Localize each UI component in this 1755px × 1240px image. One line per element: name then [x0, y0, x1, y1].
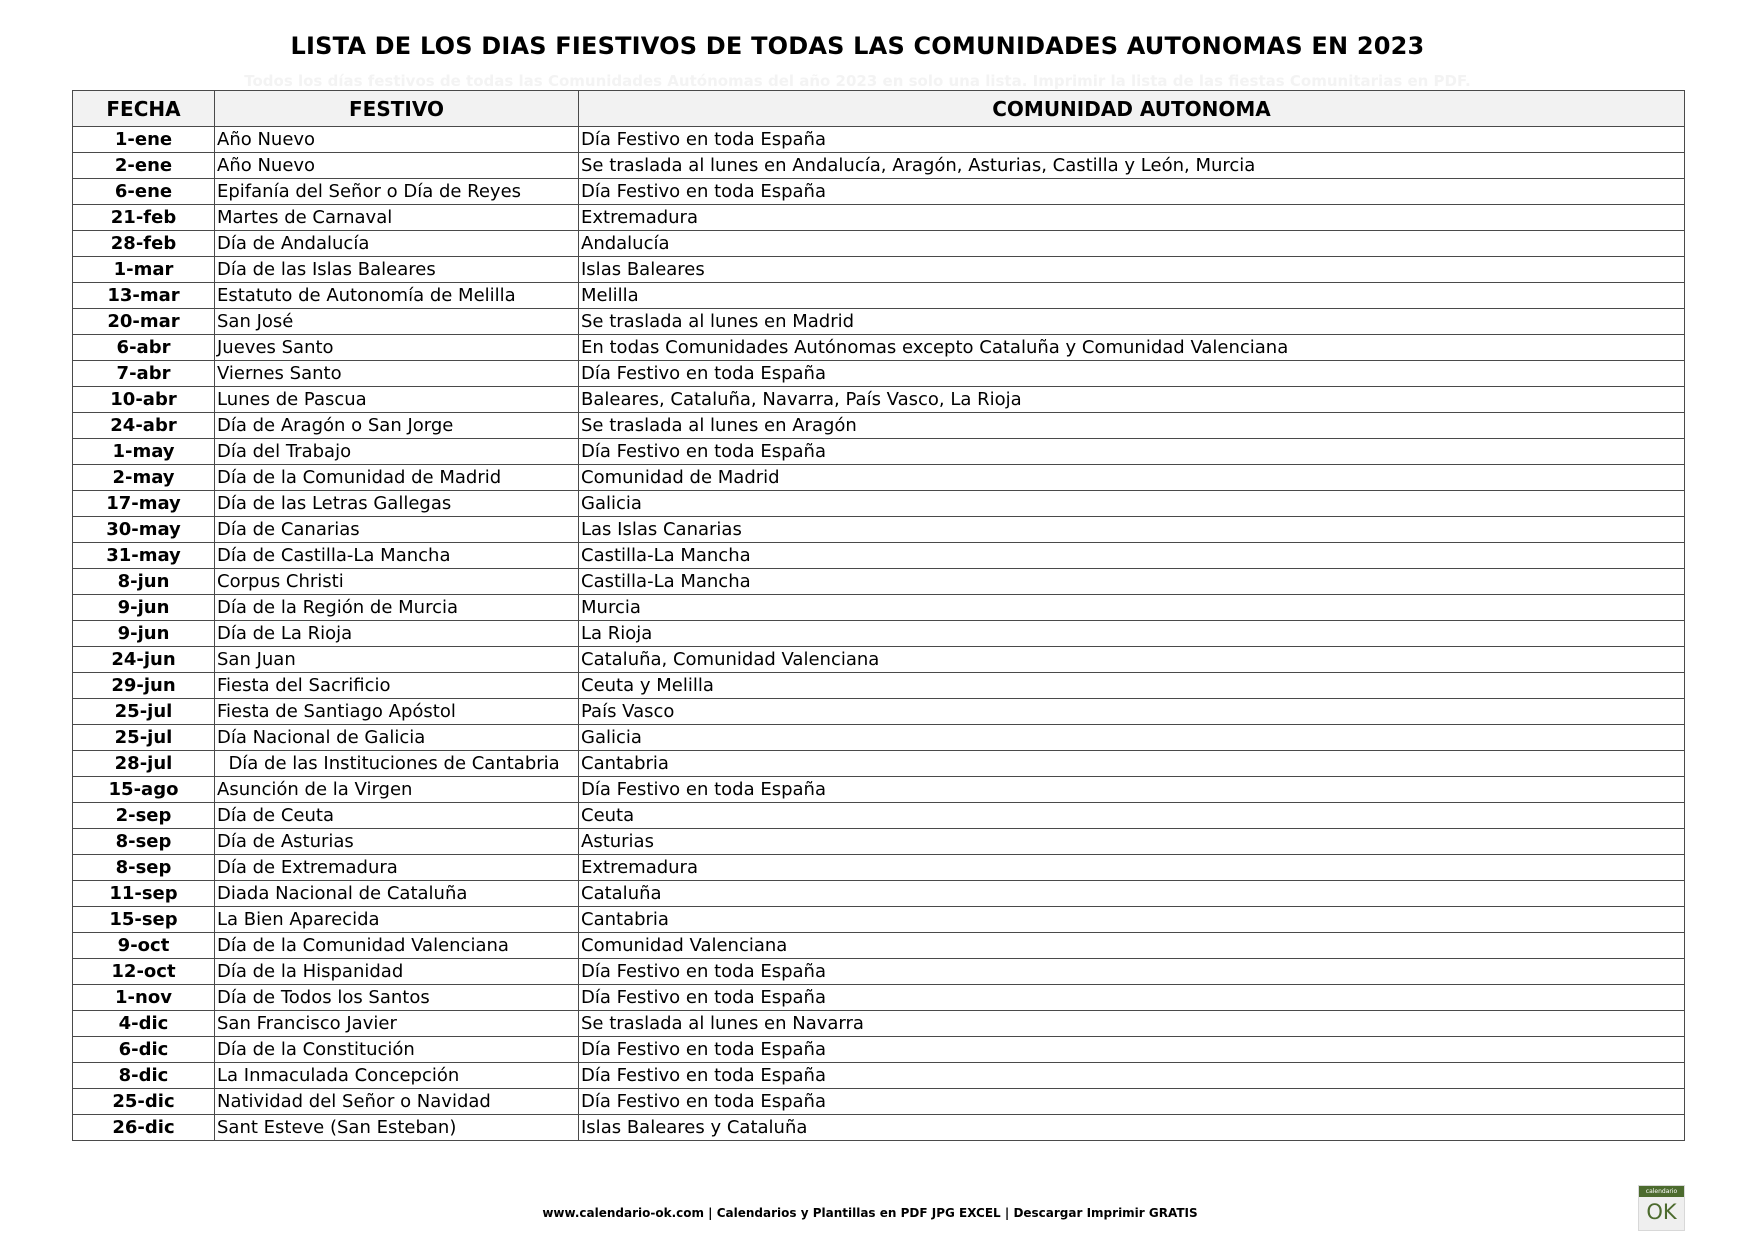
date-cell: 1-may — [73, 439, 215, 465]
holiday-name-cell: Epifanía del Señor o Día de Reyes — [215, 179, 579, 205]
date-cell: 8-sep — [73, 855, 215, 881]
holiday-name-cell: Día de la Comunidad Valenciana — [215, 933, 579, 959]
date-cell: 10-abr — [73, 387, 215, 413]
date-cell: 1-nov — [73, 985, 215, 1011]
community-cell: Extremadura — [579, 855, 1685, 881]
holiday-name-cell: Día de las Letras Gallegas — [215, 491, 579, 517]
community-cell: Comunidad Valenciana — [579, 933, 1685, 959]
table-row — [73, 205, 1685, 231]
community-cell: Ceuta y Melilla — [579, 673, 1685, 699]
date-cell: 7-abr — [73, 361, 215, 387]
table-row — [73, 179, 1685, 205]
holiday-name-cell: Martes de Carnaval — [215, 205, 579, 231]
community-cell: Extremadura — [579, 205, 1685, 231]
table-row — [73, 725, 1685, 751]
community-cell: Día Festivo en toda España — [579, 985, 1685, 1011]
table-row — [73, 1063, 1685, 1089]
table-row — [73, 777, 1685, 803]
table-row — [73, 1089, 1685, 1115]
date-cell: 9-jun — [73, 595, 215, 621]
community-cell: Baleares, Cataluña, Navarra, País Vasco, La Rioja — [579, 387, 1685, 413]
community-cell: Las Islas Canarias — [579, 517, 1685, 543]
date-cell: 20-mar — [73, 309, 215, 335]
date-cell: 31-may — [73, 543, 215, 569]
header-row — [73, 91, 1685, 127]
date-cell: 2-may — [73, 465, 215, 491]
date-cell: 8-jun — [73, 569, 215, 595]
holiday-name-cell: Día de Todos los Santos — [215, 985, 579, 1011]
holiday-name-cell: Día de Canarias — [215, 517, 579, 543]
date-cell: 11-sep — [73, 881, 215, 907]
community-cell: Día Festivo en toda España — [579, 1063, 1685, 1089]
date-cell: 9-oct — [73, 933, 215, 959]
table-row — [73, 335, 1685, 361]
table-row — [73, 985, 1685, 1011]
community-cell: Se traslada al lunes en Navarra — [579, 1011, 1685, 1037]
community-cell: Castilla-La Mancha — [579, 569, 1685, 595]
page-title: LISTA DE LOS DIAS FIESTIVOS DE TODAS LAS COMUNIDADES AUTONOMAS EN 2023 — [290, 32, 1425, 60]
date-cell: 12-oct — [73, 959, 215, 985]
holiday-name-cell: Día de Andalucía — [215, 231, 579, 257]
date-cell: 15-sep — [73, 907, 215, 933]
date-cell: 9-jun — [73, 621, 215, 647]
holiday-name-cell: Asunción de la Virgen — [215, 777, 579, 803]
holiday-name-cell: Natividad del Señor o Navidad — [215, 1089, 579, 1115]
community-cell: Día Festivo en toda España — [579, 439, 1685, 465]
holiday-name-cell: Sant Esteve (San Esteban) — [215, 1115, 579, 1141]
date-cell: 1-mar — [73, 257, 215, 283]
table-row — [73, 413, 1685, 439]
column-header-festivo: FESTIVO — [215, 91, 579, 127]
community-cell: Día Festivo en toda España — [579, 361, 1685, 387]
date-cell: 21-feb — [73, 205, 215, 231]
holiday-name-cell: Día de Extremadura — [215, 855, 579, 881]
community-cell: País Vasco — [579, 699, 1685, 725]
community-cell: Día Festivo en toda España — [579, 959, 1685, 985]
date-cell: 26-dic — [73, 1115, 215, 1141]
calendario-ok-logo — [1638, 1185, 1685, 1231]
table-row — [73, 803, 1685, 829]
holiday-name-cell: Día de Castilla-La Mancha — [215, 543, 579, 569]
date-cell: 25-jul — [73, 699, 215, 725]
table-row — [73, 1037, 1685, 1063]
column-header-fecha: FECHA — [73, 91, 215, 127]
holiday-name-cell: La Inmaculada Concepción — [215, 1063, 579, 1089]
community-cell: Islas Baleares — [579, 257, 1685, 283]
date-cell: 2-ene — [73, 153, 215, 179]
date-cell: 24-abr — [73, 413, 215, 439]
holiday-name-cell: Año Nuevo — [215, 127, 579, 153]
table-row — [73, 959, 1685, 985]
table-row — [73, 517, 1685, 543]
date-cell: 30-may — [73, 517, 215, 543]
holiday-name-cell: Año Nuevo — [215, 153, 579, 179]
table-row — [73, 933, 1685, 959]
date-cell: 1-ene — [73, 127, 215, 153]
community-cell: En todas Comunidades Autónomas excepto Cataluña y Comunidad Valenciana — [579, 335, 1685, 361]
holiday-name-cell: Día de Asturias — [215, 829, 579, 855]
table-row — [73, 569, 1685, 595]
page-subtitle: Todos los días festivos de todas las Comunidades Autónomas del año 2023 en solo una lista. Imprimir la lista de las fiestas Comunitarias en PDF. — [244, 72, 1471, 90]
holiday-name-cell: Día de la Comunidad de Madrid — [215, 465, 579, 491]
date-cell: 15-ago — [73, 777, 215, 803]
holiday-name-cell: Día de Aragón o San Jorge — [215, 413, 579, 439]
table-body — [73, 127, 1685, 1141]
table-row — [73, 491, 1685, 517]
table-row — [73, 751, 1685, 777]
holiday-name-cell: Día de las Islas Baleares — [215, 257, 579, 283]
table-row — [73, 647, 1685, 673]
logo-main-text: OK — [1646, 1200, 1677, 1224]
table-row — [73, 465, 1685, 491]
date-cell: 2-sep — [73, 803, 215, 829]
table-row — [73, 387, 1685, 413]
community-cell: Cantabria — [579, 751, 1685, 777]
date-cell: 8-dic — [73, 1063, 215, 1089]
holiday-table-container — [72, 90, 1684, 1141]
holiday-name-cell: Lunes de Pascua — [215, 387, 579, 413]
date-cell: 25-dic — [73, 1089, 215, 1115]
community-cell: Asturias — [579, 829, 1685, 855]
date-cell: 25-jul — [73, 725, 215, 751]
community-cell: Día Festivo en toda España — [579, 179, 1685, 205]
holiday-name-cell: Corpus Christi — [215, 569, 579, 595]
community-cell: Galicia — [579, 491, 1685, 517]
holiday-name-cell: Fiesta de Santiago Apóstol — [215, 699, 579, 725]
community-cell: Andalucía — [579, 231, 1685, 257]
holiday-name-cell: Día de la Hispanidad — [215, 959, 579, 985]
holiday-name-cell: La Bien Aparecida — [215, 907, 579, 933]
date-cell: 8-sep — [73, 829, 215, 855]
date-cell: 28-feb — [73, 231, 215, 257]
holiday-name-cell: Estatuto de Autonomía de Melilla — [215, 283, 579, 309]
table-row — [73, 543, 1685, 569]
holiday-name-cell: San Francisco Javier — [215, 1011, 579, 1037]
holiday-name-cell: Día de la Región de Murcia — [215, 595, 579, 621]
table-row — [73, 1011, 1685, 1037]
date-cell: 4-dic — [73, 1011, 215, 1037]
community-cell: Cataluña, Comunidad Valenciana — [579, 647, 1685, 673]
table-row — [73, 595, 1685, 621]
holiday-table — [72, 90, 1685, 1141]
date-cell: 6-abr — [73, 335, 215, 361]
table-row — [73, 673, 1685, 699]
date-cell: 6-dic — [73, 1037, 215, 1063]
holiday-name-cell: San Juan — [215, 647, 579, 673]
community-cell: Cantabria — [579, 907, 1685, 933]
community-cell: Día Festivo en toda España — [579, 127, 1685, 153]
community-cell: Castilla-La Mancha — [579, 543, 1685, 569]
date-cell: 28-jul — [73, 751, 215, 777]
date-cell: 24-jun — [73, 647, 215, 673]
table-row — [73, 361, 1685, 387]
holiday-name-cell: Día del Trabajo — [215, 439, 579, 465]
community-cell: Día Festivo en toda España — [579, 1037, 1685, 1063]
date-cell: 6-ene — [73, 179, 215, 205]
community-cell: Melilla — [579, 283, 1685, 309]
date-cell: 29-jun — [73, 673, 215, 699]
table-row — [73, 309, 1685, 335]
holiday-name-cell: Día Nacional de Galicia — [215, 725, 579, 751]
community-cell: La Rioja — [579, 621, 1685, 647]
table-row — [73, 153, 1685, 179]
holiday-name-cell: Día de Ceuta — [215, 803, 579, 829]
community-cell: Se traslada al lunes en Aragón — [579, 413, 1685, 439]
date-cell: 17-may — [73, 491, 215, 517]
community-cell: Se traslada al lunes en Andalucía, Aragón, Asturias, Castilla y León, Murcia — [579, 153, 1685, 179]
table-row — [73, 829, 1685, 855]
table-header — [73, 91, 1685, 127]
table-row — [73, 855, 1685, 881]
table-row — [73, 257, 1685, 283]
community-cell: Se traslada al lunes en Madrid — [579, 309, 1685, 335]
community-cell: Día Festivo en toda España — [579, 777, 1685, 803]
table-row — [73, 699, 1685, 725]
community-cell: Galicia — [579, 725, 1685, 751]
holiday-name-cell: Diada Nacional de Cataluña — [215, 881, 579, 907]
community-cell: Murcia — [579, 595, 1685, 621]
holiday-name-cell: Día de la Constitución — [215, 1037, 579, 1063]
holiday-name-cell: San José — [215, 309, 579, 335]
table-row — [73, 231, 1685, 257]
column-header-comunidad: COMUNIDAD AUTONOMA — [579, 91, 1685, 127]
table-row — [73, 283, 1685, 309]
date-cell: 13-mar — [73, 283, 215, 309]
community-cell: Comunidad de Madrid — [579, 465, 1685, 491]
community-cell: Cataluña — [579, 881, 1685, 907]
holiday-name-cell: Día de las Instituciones de Cantabria — [215, 751, 579, 777]
community-cell: Día Festivo en toda España — [579, 1089, 1685, 1115]
holiday-name-cell: Día de La Rioja — [215, 621, 579, 647]
table-row — [73, 1115, 1685, 1141]
holiday-name-cell: Viernes Santo — [215, 361, 579, 387]
table-row — [73, 439, 1685, 465]
community-cell: Ceuta — [579, 803, 1685, 829]
holiday-name-cell: Fiesta del Sacrificio — [215, 673, 579, 699]
table-row — [73, 907, 1685, 933]
logo-small-text: calendario — [1639, 1186, 1684, 1197]
table-row — [73, 127, 1685, 153]
table-row — [73, 881, 1685, 907]
table-row — [73, 621, 1685, 647]
holiday-name-cell: Jueves Santo — [215, 335, 579, 361]
footer-text: www.calendario-ok.com | Calendarios y Plantillas en PDF JPG EXCEL | Descargar Imprimir GRATIS — [542, 1206, 1198, 1220]
community-cell: Islas Baleares y Cataluña — [579, 1115, 1685, 1141]
